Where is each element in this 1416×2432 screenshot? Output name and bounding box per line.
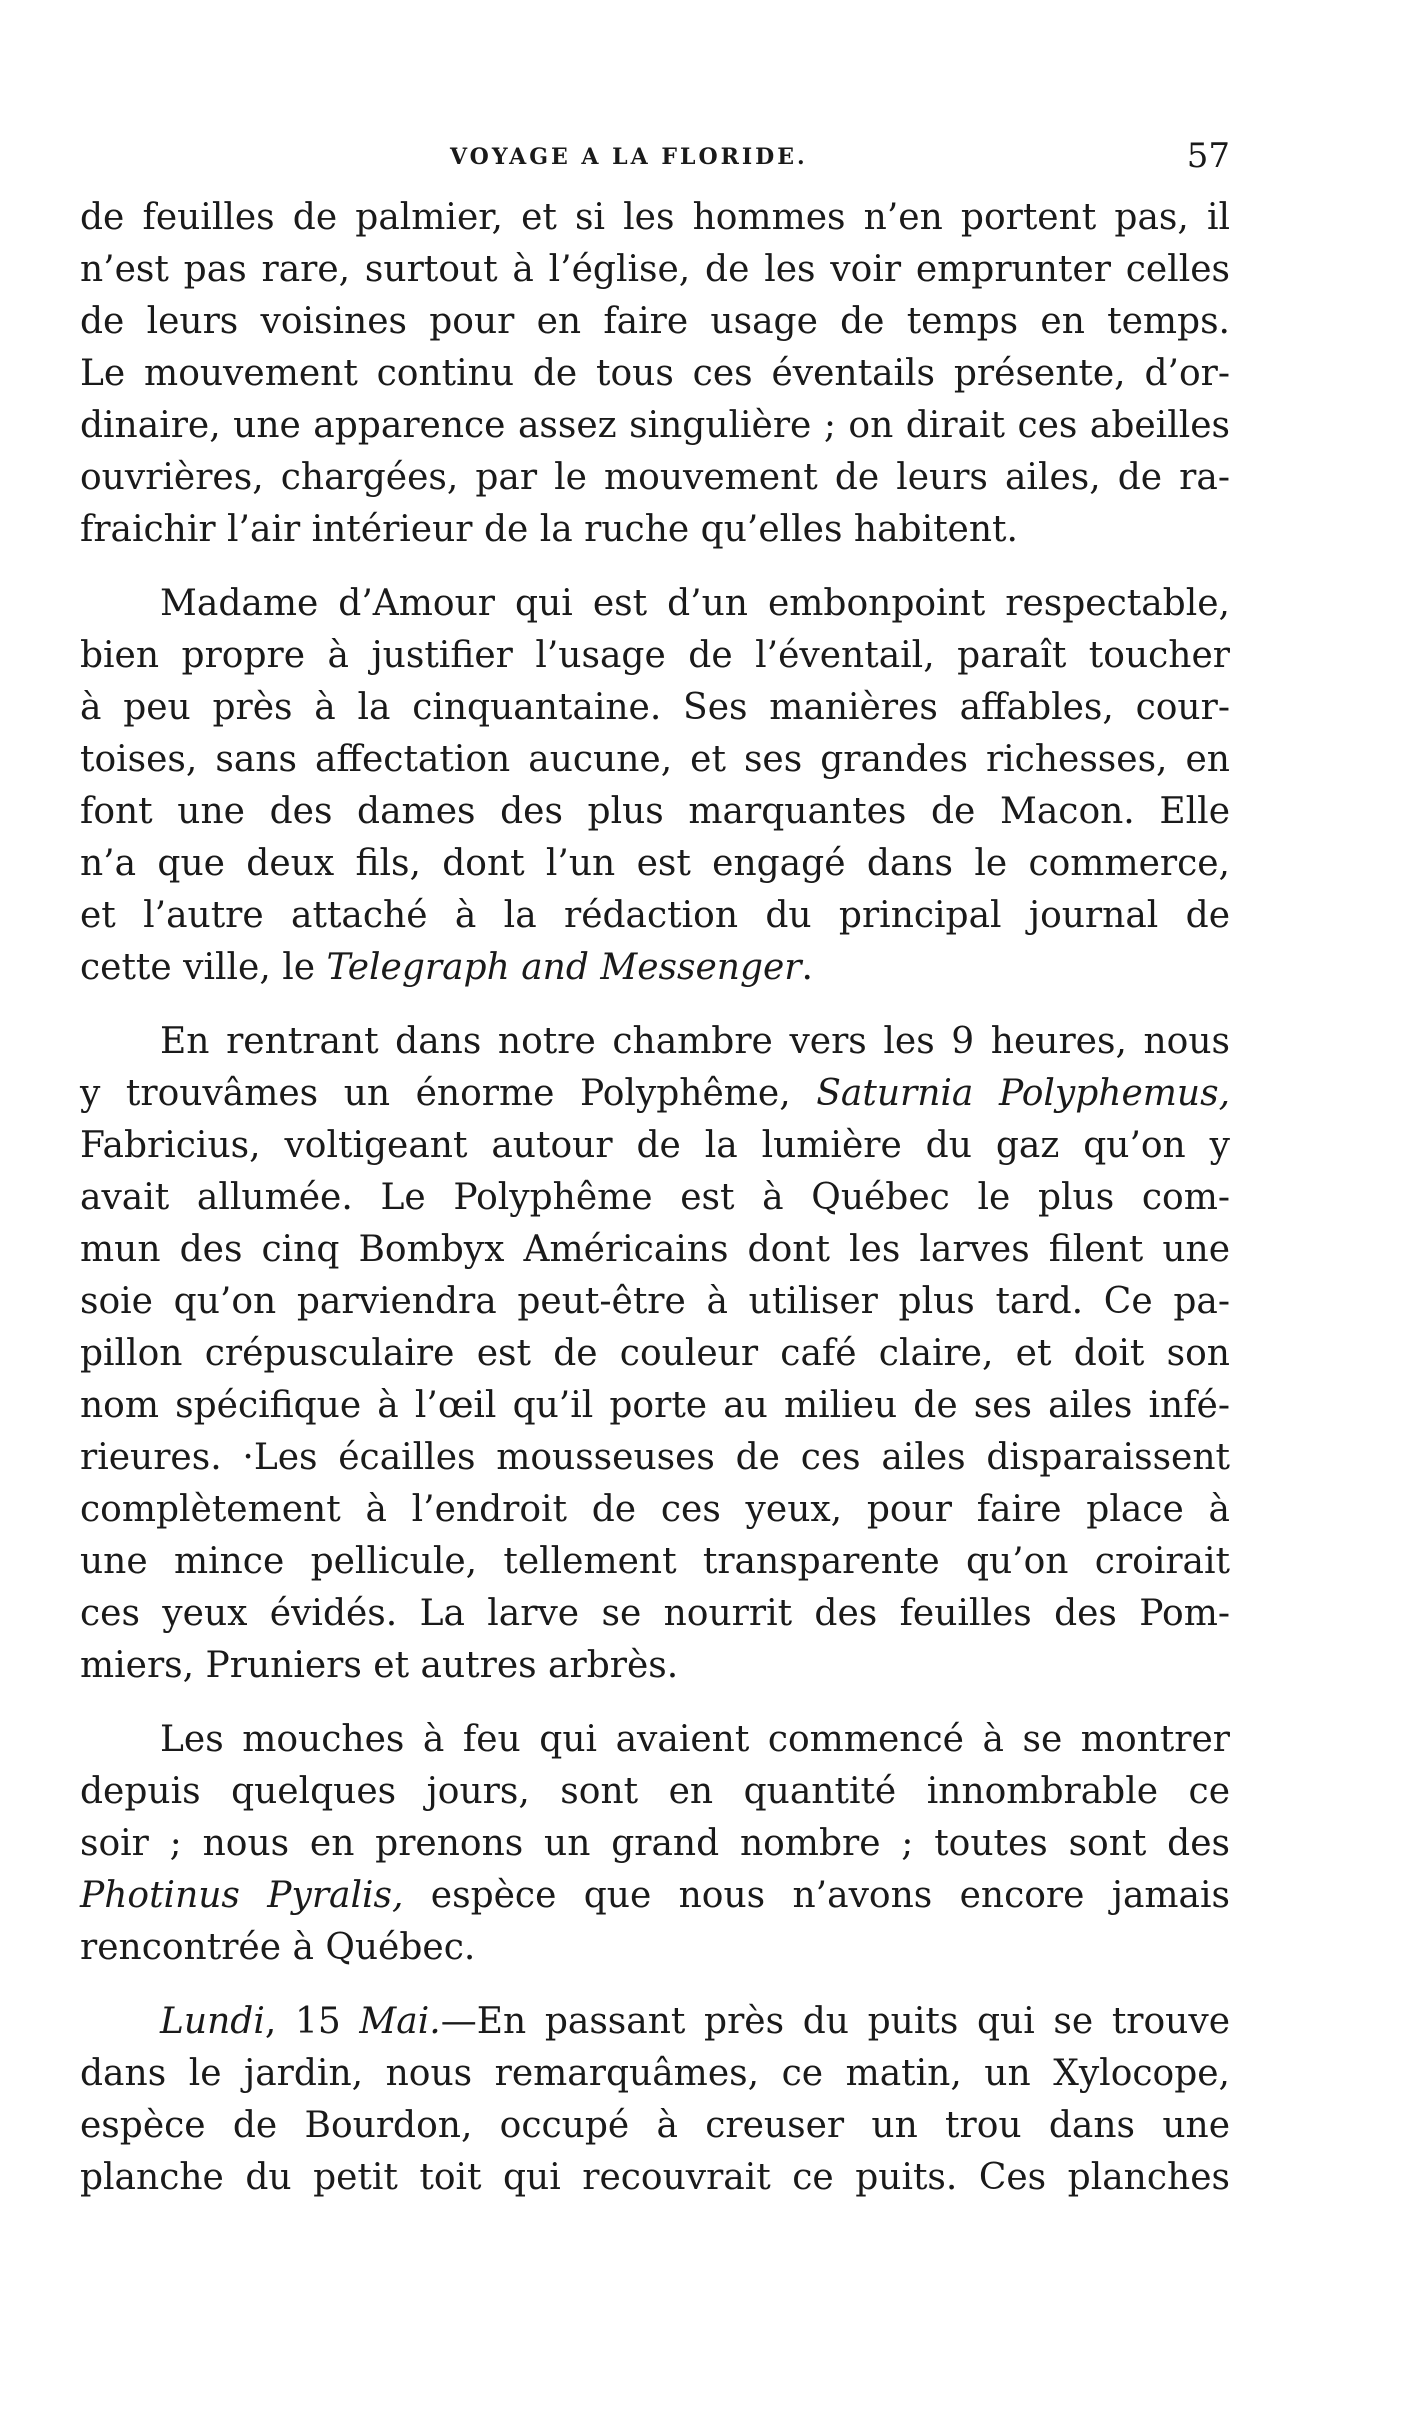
line-text: cette ville, le <box>80 947 327 988</box>
text-line: En rentrant dans notre chambre vers les 9 heures, nous <box>160 1021 1230 1062</box>
text-line: rencontrée à Québec. <box>80 1927 476 1968</box>
text-line: ouvrières, chargées, par le mouvement de leurs ailes, de ra- <box>80 457 1230 498</box>
date-day: Lundi <box>160 2001 265 2042</box>
text-line: espèce de Bourdon, occupé à creuser un trou dans une <box>80 2105 1230 2146</box>
line-text: y trouvâmes un énorme Polyphême, <box>80 1073 817 1114</box>
species-name: Photinus Pyralis, <box>80 1875 404 1916</box>
text-line: de feuilles de palmier, et si les hommes n’en portent pas, il <box>80 197 1230 238</box>
text-line: et l’autre attaché à la rédaction du principal journal de <box>80 895 1230 936</box>
line-text: espèce que nous n’avons encore jamais <box>403 1875 1230 1916</box>
text-line <box>80 1996 1230 2048</box>
paragraph-5 <box>80 1996 1230 2204</box>
text-line <box>80 942 1230 994</box>
text-line: avait allumée. Le Polyphême est à Québec le plus com- <box>80 1177 1230 1218</box>
text-line: pillon crépusculaire est de couleur café claire, et doit son <box>80 1333 1230 1374</box>
text-line: miers, Pruniers et autres arbrès. <box>80 1645 679 1686</box>
text-line: une mince pellicule, tellement transparente qu’on croirait <box>80 1541 1230 1582</box>
line-text: . <box>801 947 813 988</box>
text-line: bien propre à justifier l’usage de l’éventail, paraît toucher <box>80 635 1230 676</box>
text-line <box>80 1870 1230 1922</box>
text-line: nom spécifique à l’œil qu’il porte au milieu de ses ailes infé- <box>80 1385 1230 1426</box>
text-line: n’a que deux fils, dont l’un est engagé dans le commerce, <box>80 843 1230 884</box>
text-line: Les mouches à feu qui avaient commencé à se montrer <box>160 1719 1230 1760</box>
text-line: mun des cinq Bombyx Américains dont les larves filent une <box>80 1229 1230 1270</box>
paragraph-4 <box>80 1714 1230 1974</box>
text-line: soie qu’on parviendra peut-être à utiliser plus tard. Ce pa- <box>80 1281 1230 1322</box>
text-line: fraichir l’air intérieur de la ruche qu’elles habitent. <box>80 509 1018 550</box>
newspaper-title: Telegraph and Messenger <box>326 947 802 988</box>
paragraph-2 <box>80 578 1230 994</box>
text-line: n’est pas rare, surtout à l’église, de les voir emprunter celles <box>80 249 1230 290</box>
text-line: rieures. ·Les écailles mousseuses de ces ailes disparaissent <box>80 1437 1230 1478</box>
page-header <box>80 136 1230 176</box>
text-line: font une des dames des plus marquantes de Macon. Elle <box>80 791 1230 832</box>
text-line: dans le jardin, nous remarquâmes, ce matin, un Xylocope, <box>80 2053 1230 2094</box>
line-text: —En passant près du puits qui se trouve <box>440 2001 1231 2042</box>
line-text: , 15 <box>264 2001 360 2042</box>
text-line: ces yeux évidés. La larve se nourrit des feuilles des Pom- <box>80 1593 1230 1634</box>
text-line: soir ; nous en prenons un grand nombre ; toutes sont des <box>80 1823 1230 1864</box>
species-name: Saturnia Polyphemus, <box>816 1073 1231 1114</box>
text-line <box>80 1068 1230 1120</box>
text-line: Madame d’Amour qui est d’un embonpoint respectable, <box>160 583 1230 624</box>
running-title: VOYAGE A LA FLORIDE. <box>450 144 808 170</box>
body-text <box>80 192 1230 2204</box>
page-number: 57 <box>1186 136 1230 176</box>
paragraph-1 <box>80 192 1230 556</box>
text-line: dinaire, une apparence assez singulière ; on dirait ces abeilles <box>80 405 1230 446</box>
text-line: toises, sans affectation aucune, et ses grandes richesses, en <box>80 739 1230 780</box>
date-month: Mai. <box>359 2001 441 2042</box>
text-line: Le mouvement continu de tous ces éventails présente, d’or- <box>80 353 1230 394</box>
text-line: depuis quelques jours, sont en quantité innombrable ce <box>80 1771 1230 1812</box>
paragraph-3 <box>80 1016 1230 1692</box>
text-line: à peu près à la cinquantaine. Ses manières affables, cour- <box>80 687 1230 728</box>
text-line: planche du petit toit qui recouvrait ce puits. Ces planches <box>80 2157 1230 2198</box>
text-line: complètement à l’endroit de ces yeux, pour faire place à <box>80 1489 1230 1530</box>
text-line: Fabricius, voltigeant autour de la lumière du gaz qu’on y <box>80 1125 1230 1166</box>
text-line: de leurs voisines pour en faire usage de temps en temps. <box>80 301 1230 342</box>
